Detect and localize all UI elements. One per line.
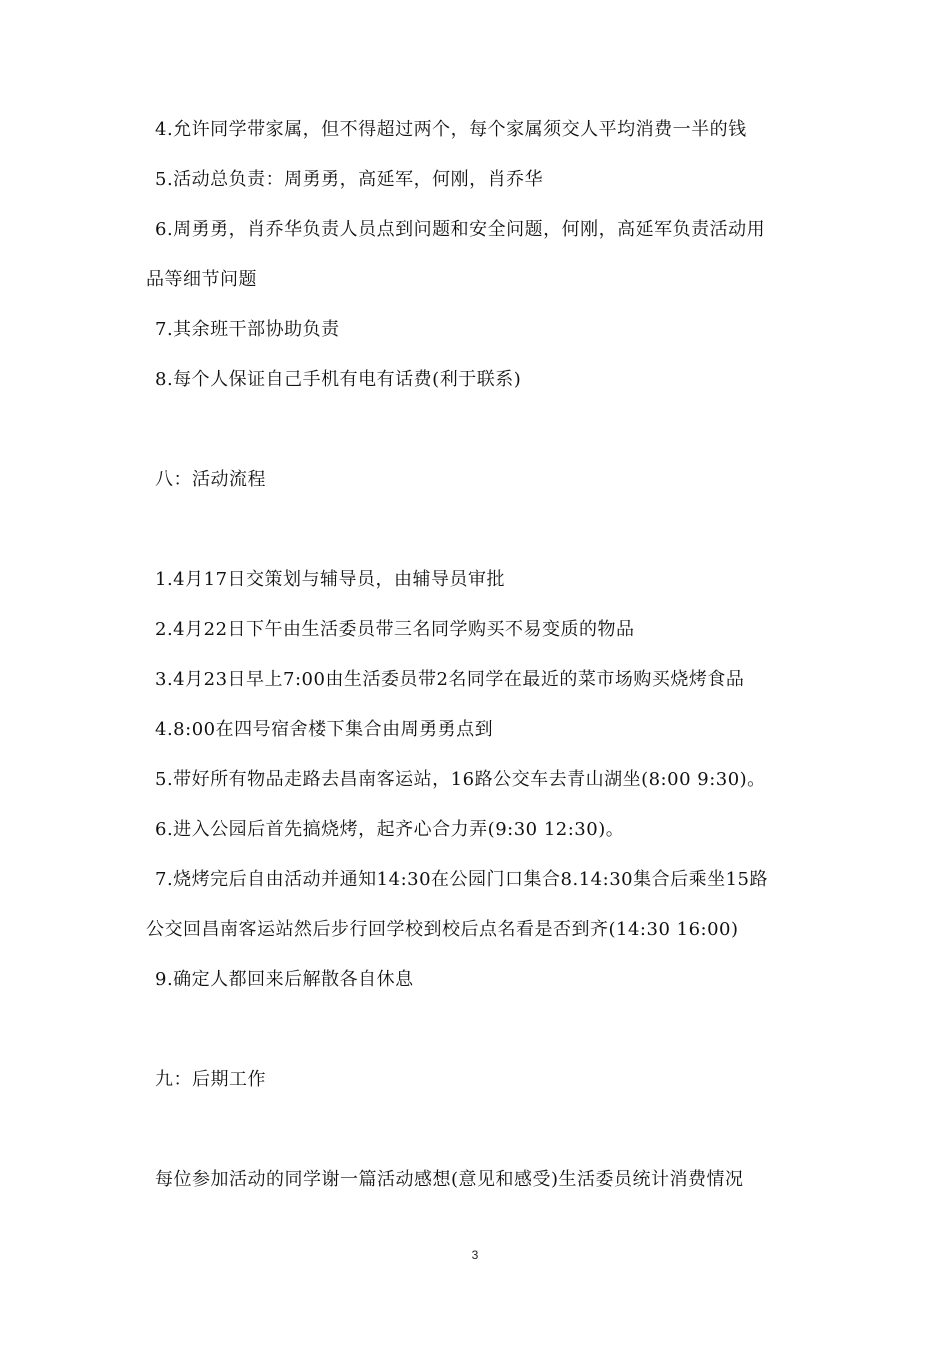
list-item: 1.4月17日交策划与辅导员，由辅导员审批 [155, 569, 506, 590]
list-item: 6.周勇勇，肖乔华负责人员点到问题和安全问题，何刚，高延军负责活动用 [155, 219, 766, 240]
list-item-continuation: 公交回昌南客运站然后步行回学校到校后点名看是否到齐(14:30 16:00) [146, 919, 739, 940]
list-item: 4.允许同学带家属，但不得超过两个，每个家属须交人平均消费一半的钱 [155, 119, 747, 140]
list-item: 3.4月23日早上7:00由生活委员带2名同学在最近的菜市场购买烧烤食品 [155, 669, 745, 690]
list-item: 9.确定人都回来后解散各自休息 [155, 969, 414, 990]
list-item: 5.带好所有物品走路去昌南客运站，16路公交车去青山湖坐(8:00 9:30)。 [155, 769, 766, 790]
list-item: 4.8:00在四号宿舍楼下集合由周勇勇点到 [155, 719, 494, 740]
list-item-continuation: 品等细节问题 [146, 269, 257, 290]
list-item: 6.进入公园后首先搞烧烤，起齐心合力弄(9:30 12:30)。 [155, 819, 625, 840]
paragraph: 每位参加活动的同学谢一篇活动感想(意见和感受)生活委员统计消费情况 [155, 1169, 744, 1190]
list-item: 7.烧烤完后自由活动并通知14:30在公园门口集合8.14:30集合后乘坐15路 [155, 869, 768, 890]
list-item: 2.4月22日下午由生活委员带三名同学购买不易变质的物品 [155, 619, 635, 640]
page-number: 3 [471, 1248, 479, 1262]
list-item: 5.活动总负责：周勇勇，高延军，何刚，肖乔华 [155, 169, 544, 190]
section-heading: 九：后期工作 [155, 1069, 266, 1090]
list-item: 8.每个人保证自己手机有电有话费(利于联系) [155, 369, 522, 390]
list-item: 7.其余班干部协助负责 [155, 319, 340, 340]
section-heading: 八：活动流程 [155, 469, 266, 490]
